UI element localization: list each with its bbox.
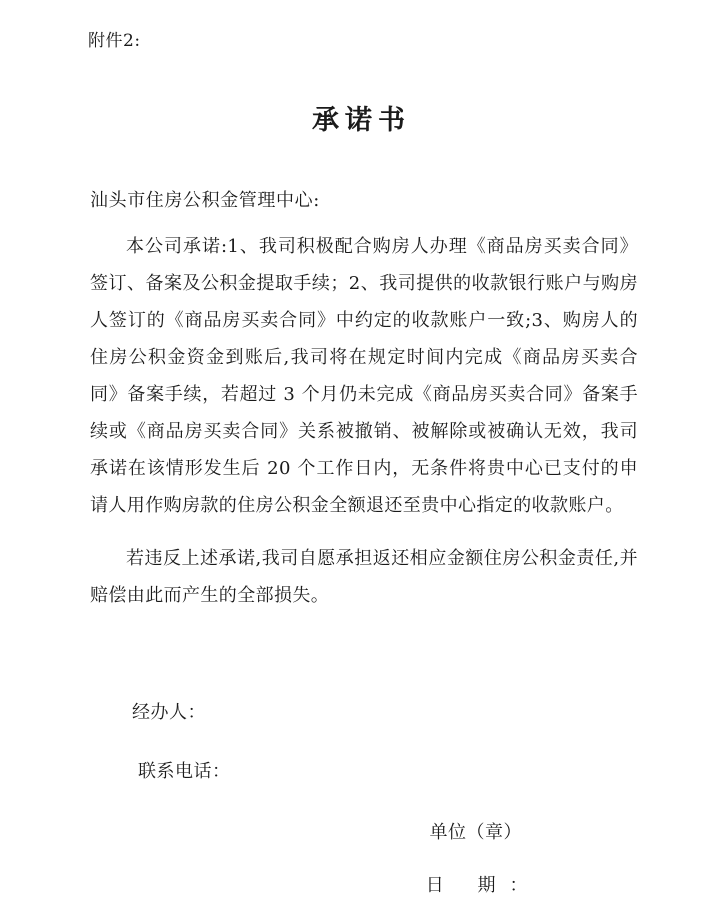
date-label-row bbox=[90, 873, 638, 898]
unit-seal-label: 单位（章） bbox=[429, 822, 522, 843]
date-label: 日 期 bbox=[425, 875, 510, 897]
contact-phone-label: 联系电话： bbox=[138, 761, 231, 783]
body-paragraph-2: 若违反上述承诺,我司自愿承担返还相应金额住房公积金责任,并赔偿由此而产生的全部损失。 bbox=[90, 548, 638, 606]
date-colon: ： bbox=[509, 875, 528, 897]
footer-section bbox=[90, 820, 638, 898]
attachment-label: 附件2: bbox=[88, 31, 141, 51]
operator-label: 经办人： bbox=[132, 702, 206, 723]
recipient-line: 汕头市住房公积金管理中心: bbox=[90, 190, 320, 211]
page-title: 承诺书 bbox=[312, 105, 411, 136]
signature-section bbox=[90, 700, 638, 784]
document-body bbox=[90, 228, 638, 620]
body-paragraph-1: 本公司承诺:1、我司积极配合购房人办理《商品房买卖合同》签订、备案及公积金提取手续；2、我司提供的收款银行账户与购房人签订的《商品房买卖合同》中约定的收款账户一致;3、购房人的住房公积金资金到账后,我司将在规定时间内完成《商品房买卖合同》备案手续，若超过 3 个月仍未完成《商品房买卖合同》备案手续或《商品房买卖合同》关系被撤销、被解除或被确认无效，我司承诺在该情形发生后 20 个工作日内，无条件将贵中心已支付的申请人用作购房款的住房公积金全额退还至贵中心指定的收款账户。 bbox=[90, 236, 638, 516]
